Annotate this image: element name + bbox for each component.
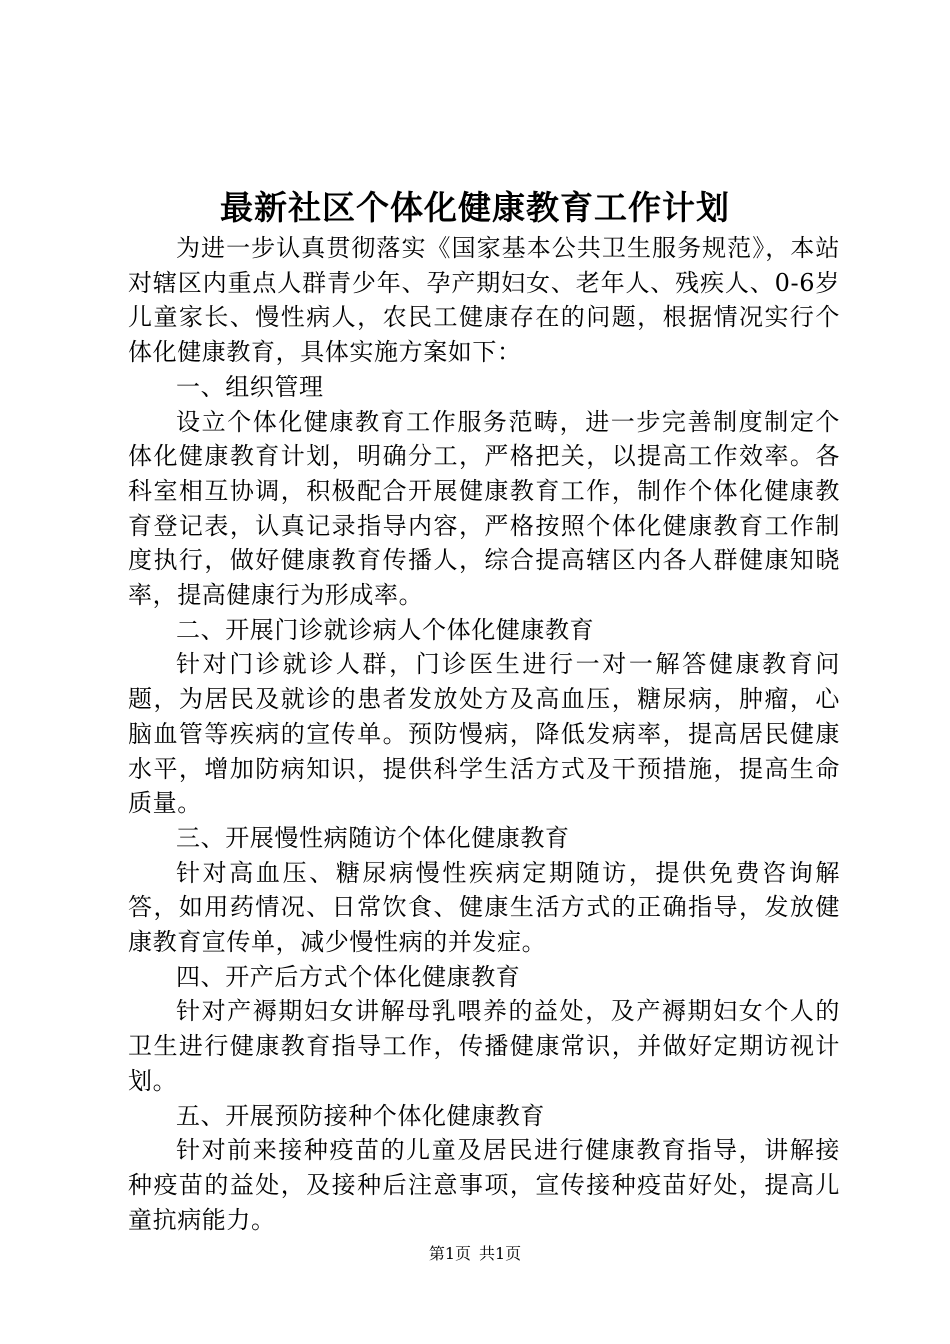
page-number-current: 第1页 (428, 1244, 471, 1263)
page-footer (0, 1242, 950, 1266)
page-number-total: 共1页 (479, 1244, 522, 1263)
document-title: 最新社区个体化健康教育工作计划 (220, 188, 730, 227)
vaccination-paragraph: 针对前来接种疫苗的儿童及居民进行健康教育指导，讲解接种疫苗的益处，及接种后注意事项，宣传接种疫苗好处，提高儿童抗病能力。 (128, 1136, 840, 1234)
organization-paragraph: 设立个体化健康教育工作服务范畴，进一步完善制度制定个体化健康教育计划，明确分工，严格把关，以提高工作效率。各科室相互协调，积极配合开展健康教育工作，制作个体化健康教育登记表，认真记录指导内容，严格按照个体化健康教育工作制度执行，做好健康教育传播人，综合提高辖区内各人群健康知晓率，提高健康行为形成率。 (128, 407, 840, 610)
intro-paragraph: 为进一步认真贯彻落实《国家基本公共卫生服务规范》，本站对辖区内重点人群青少年、孕产期妇女、老年人、残疾人、0-6岁儿童家长、慢性病人，农民工健康存在的问题，根据情况实行个体化健康教育，具体实施方案如下： (128, 234, 840, 367)
postpartum-paragraph: 针对产褥期妇女讲解母乳喂养的益处，及产褥期妇女个人的卫生进行健康教育指导工作，传播健康常识，并做好定期访视计划。 (128, 997, 840, 1095)
section-heading-postpartum: 四、开产后方式个体化健康教育 (176, 962, 521, 991)
section-heading-outpatient: 二、开展门诊就诊病人个体化健康教育 (176, 615, 595, 644)
section-heading-vaccination: 五、开展预防接种个体化健康教育 (176, 1101, 545, 1130)
section-heading-chronic: 三、开展慢性病随访个体化健康教育 (176, 823, 570, 852)
section-heading-organization: 一、组织管理 (176, 372, 324, 401)
outpatient-paragraph: 针对门诊就诊人群，门诊医生进行一对一解答健康教育问题，为居民及就诊的患者发放处方及高血压，糖尿病，肿瘤，心脑血管等疾病的宣传单。预防慢病，降低发病率，提高居民健康水平，增加防病知识，提供科学生活方式及干预措施，提高生命质量。 (128, 650, 840, 818)
document-body (128, 231, 840, 1237)
chronic-paragraph: 针对高血压、糖尿病慢性疾病定期随访，提供免费咨询解答，如用药情况、日常饮食、健康生活方式的正确指导，发放健康教育宣传单，减少慢性病的并发症。 (128, 858, 840, 957)
